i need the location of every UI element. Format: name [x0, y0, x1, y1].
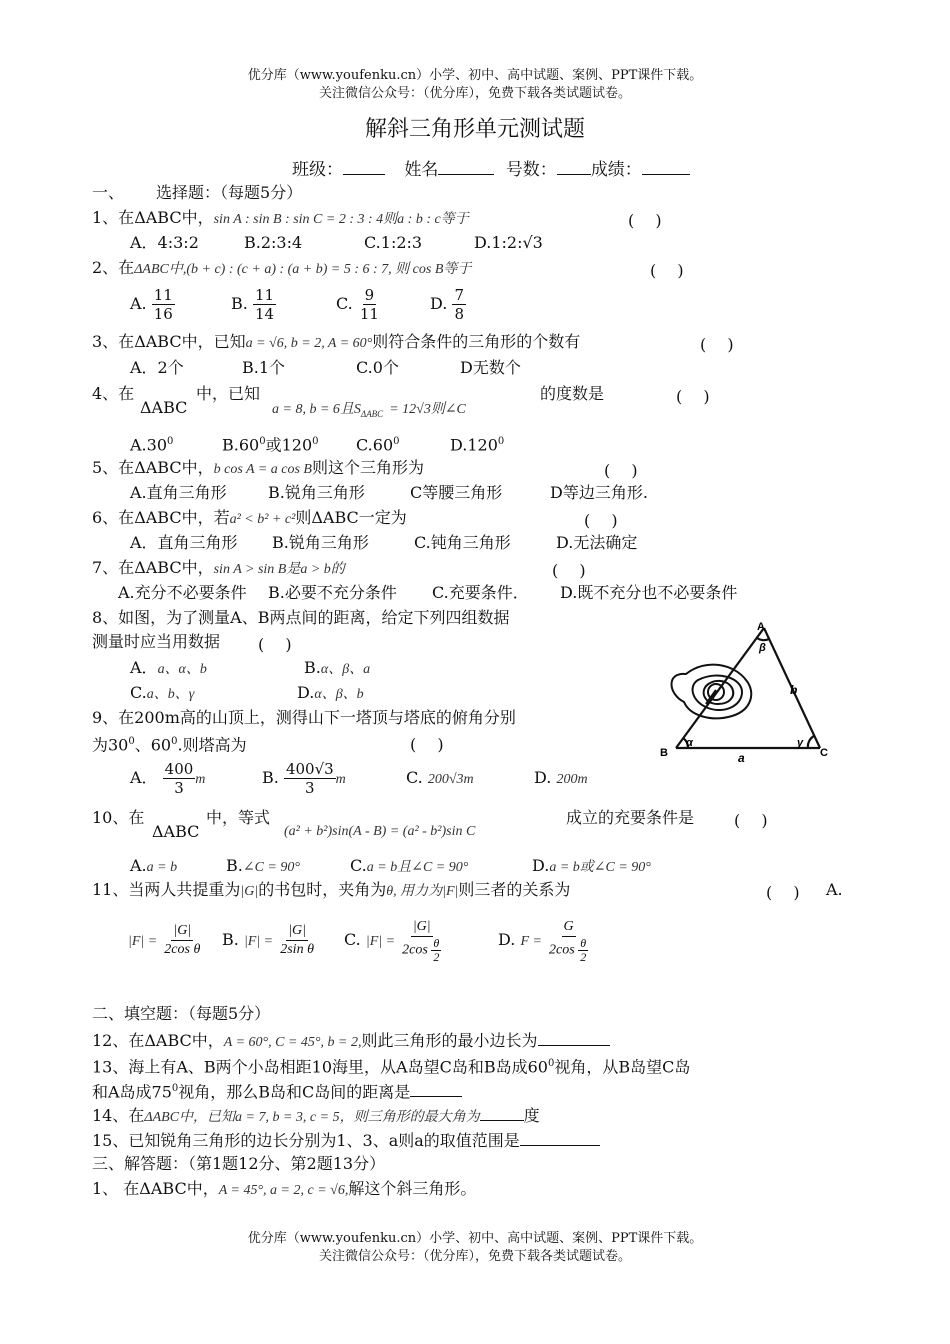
figure-label-side-b: b — [790, 683, 798, 697]
q11-d-denominator: 2cos — [549, 942, 575, 958]
name-blank[interactable] — [438, 158, 494, 175]
q6-option-c[interactable]: C.钝角三角形 — [414, 533, 511, 552]
q9-option-a-label: A． — [130, 768, 158, 787]
q2-d-denominator: 8 — [454, 305, 464, 323]
q9-option-d-expr: 200m — [556, 772, 588, 787]
q13-text-1b: 视角，从B岛望C岛 — [554, 1057, 691, 1077]
section-2-heading: 二、填空题：（每题5分） — [92, 1004, 271, 1023]
q7-num: 7、在 — [92, 558, 135, 577]
q11-d-two: 2 — [580, 949, 587, 964]
q11-c-numerator: |G| — [411, 918, 433, 937]
q12-stem — [92, 1029, 610, 1053]
section-3-heading: 三、解答题：（第1题12分、第2题13分） — [92, 1154, 386, 1173]
q9-option-b-label: B. — [262, 768, 279, 787]
q2-stem — [92, 258, 471, 280]
q6-triangle-2: ΔABC — [311, 508, 359, 527]
q1-mid: 中， — [181, 208, 214, 227]
q13-text-2b: 视角，那么B岛和C岛间的距离是 — [178, 1082, 411, 1102]
q10-option-d-expr: a = b或∠C = 90° — [549, 860, 651, 875]
q9-stem-2 — [92, 732, 247, 755]
q11-num: 11、当两人共提重为 — [92, 880, 241, 899]
q14-tail: 度 — [523, 1106, 540, 1125]
q2-option-d[interactable] — [430, 284, 466, 324]
q2-d-numerator: 7 — [454, 286, 464, 304]
q5-triangle: ΔABC — [134, 458, 182, 477]
q11-option-b-label: B. — [222, 930, 239, 949]
q4-option-b-or: 或120 — [265, 435, 313, 455]
q9-a-numerator: 400 — [164, 760, 194, 778]
q8-answer-paren[interactable]: ( ) — [258, 635, 292, 654]
q6-tail-2: 一定为 — [358, 508, 407, 527]
q7-option-c[interactable]: C.充要条件． — [432, 583, 529, 602]
q11-option-c-label: C. — [344, 930, 361, 949]
q2-option-b[interactable] — [231, 284, 276, 324]
q6-option-a[interactable]: A．直角三角形 — [130, 533, 238, 552]
q11-option-a-label[interactable]: A. — [826, 880, 843, 899]
q10-option-d-label: D. — [532, 856, 550, 875]
q3-num: 3、在 — [92, 332, 135, 351]
q4-stem-start: 4、在 — [92, 384, 135, 403]
q8-stem-1: 8、如图，为了测量A、B两点间的距离，给定下列四组数据 — [92, 608, 510, 627]
q8-option-c[interactable] — [130, 683, 194, 705]
angle-beta-arc — [757, 638, 769, 640]
q11-a-lhs: |F| = — [128, 934, 158, 949]
q4-b-degree-2: 0 — [312, 436, 319, 447]
q13-text-2a: 和A岛成75 — [92, 1082, 172, 1102]
q9-degree-1: 0 — [128, 736, 135, 747]
q9-b-denominator: 3 — [305, 779, 315, 797]
q2-option-b-label: B. — [231, 294, 248, 313]
q15-text: 15、已知锐角三角形的边长分别为1、3、a则a的取值范围是 — [92, 1131, 520, 1150]
p1-expression: A = 45°, a = 2, c = √6, — [218, 1183, 349, 1198]
q5-tail: 则这个三角形为 — [311, 458, 424, 477]
q8-option-b-expr: α、β、a — [320, 662, 371, 677]
q14-num: 14、在 — [92, 1106, 145, 1125]
q11-theta: θ, 用力为 — [386, 884, 443, 899]
q8-option-c-expr: a、b、γ — [146, 687, 195, 702]
q3-answer-paren[interactable]: ( ) — [700, 335, 734, 354]
q9-text-c: .则塔高为 — [177, 735, 247, 755]
number-label: 号数： — [505, 160, 557, 180]
q4-option-d-text: D.120 — [450, 435, 498, 455]
q2-answer-paren[interactable]: ( ) — [650, 261, 684, 280]
p1-triangle: ΔABC — [139, 1179, 187, 1198]
q11-option-b[interactable] — [222, 918, 316, 964]
q5-num: 5、在 — [92, 458, 135, 477]
q1-option-d[interactable]: D.1:2:√3 — [474, 233, 543, 252]
q10-option-a-label: A. — [130, 856, 147, 875]
q11-b-denominator: 2sin θ — [280, 942, 314, 957]
figure-label-a: A — [757, 621, 765, 633]
q11-a-numerator: |G| — [171, 922, 193, 941]
q9-option-c-label: C. — [406, 768, 423, 787]
q6-stem — [92, 508, 407, 530]
q11-option-a[interactable] — [128, 918, 202, 964]
q4-c-degree: 0 — [393, 436, 400, 447]
q1-num: 1、在 — [92, 208, 135, 227]
q8-option-d[interactable] — [297, 683, 364, 705]
q14-expression: ΔABC中，已知a = 7, b = 3, c = 5，则三角形的最大角为 — [144, 1110, 480, 1125]
q12-tail: 则此三角形的最小边长为 — [361, 1031, 538, 1050]
q10-tail: 成立的充要条件是 — [566, 808, 695, 827]
q9-option-d-label: D. — [534, 768, 552, 787]
p1-num: 1、 在 — [92, 1179, 140, 1198]
q2-b-denominator: 14 — [254, 305, 275, 323]
q7-expression: sin A > sin B是a > b的 — [213, 562, 345, 577]
q9-option-a[interactable] — [130, 758, 205, 800]
p1-tail: 解这个斜三角形。 — [348, 1179, 477, 1198]
q11-mid: 的书包时，夹角为 — [258, 880, 387, 899]
class-label: 班级： — [292, 160, 343, 180]
q6-expression: a² < b² + c² — [229, 512, 296, 527]
q12-mid: 中， — [191, 1031, 224, 1050]
q11-option-c[interactable] — [344, 912, 443, 970]
q7-triangle: ΔABC — [134, 558, 182, 577]
q7-option-b[interactable]: B.必要不充分条件 — [268, 583, 397, 602]
q2-option-a[interactable] — [130, 284, 175, 324]
name-label: 姓名 — [404, 160, 439, 180]
q7-answer-paren[interactable]: ( ) — [552, 561, 586, 580]
q8-option-a-expr: a、α、b — [157, 662, 207, 677]
p1-mid: 中， — [186, 1179, 219, 1198]
q8-option-b-label: B. — [304, 658, 321, 677]
q13-text-1a: 13、海上有A、B两个小岛相距10海里，从A岛望C岛和B岛成60 — [92, 1057, 548, 1077]
angle-gamma-arc — [808, 736, 814, 748]
triangle-abc — [676, 628, 820, 748]
q2-a-numerator: 11 — [153, 286, 173, 304]
figure-label-gamma: γ — [797, 737, 804, 749]
q3-mid: 中，已知 — [181, 332, 246, 351]
q11-d-numerator: G — [562, 918, 576, 937]
q5-answer-paren[interactable]: ( ) — [604, 461, 638, 480]
q8-option-d-expr: α、β、b — [314, 687, 364, 702]
q8-figure — [656, 616, 846, 766]
q4-triangle: ΔABC — [140, 398, 188, 417]
header-line-1: 优分库（www.youfenku.cn）小学、初中、高中试题、案例、PPT课件下载。 — [247, 68, 703, 83]
q6-answer-paren[interactable]: ( ) — [584, 511, 618, 530]
q9-text-a: 为30 — [92, 735, 129, 755]
q11-c-theta: θ — [433, 935, 440, 950]
q1-stem — [92, 208, 469, 230]
q7-mid: 中， — [181, 558, 214, 577]
q4-mid: 中，已知 — [196, 384, 261, 403]
q4-option-b[interactable] — [222, 432, 319, 455]
q9-b-unit: m — [335, 772, 346, 787]
q8-option-d-label: D. — [297, 683, 315, 702]
q2-c-denominator: 11 — [359, 305, 379, 323]
q5-option-d[interactable]: D等边三角形. — [550, 483, 648, 502]
q6-option-d[interactable]: D.无法确定 — [556, 533, 638, 552]
q5-option-a[interactable]: A.直角三角形 — [130, 483, 227, 502]
q2-b-numerator: 11 — [254, 286, 275, 304]
section-1-heading — [92, 183, 302, 203]
q10-option-c[interactable] — [350, 856, 468, 878]
figure-label-alpha: α — [686, 737, 693, 749]
q13-line-1 — [92, 1054, 690, 1077]
q1-expression: sin A : sin B : sin C = 2 : 3 : 4则a : b : c等于 — [213, 212, 469, 227]
q8-option-a[interactable] — [130, 658, 207, 680]
q4-option-a[interactable] — [130, 432, 173, 455]
q15-answer-blank[interactable] — [520, 1129, 600, 1146]
q2-a-denominator: 16 — [153, 305, 173, 323]
q9-text-b: 、60 — [134, 735, 172, 755]
number-blank[interactable] — [557, 158, 591, 175]
q2-c-numerator: 9 — [364, 286, 375, 304]
q11-g: |G| — [240, 884, 259, 899]
q1-option-b[interactable]: B.2:3:4 — [244, 233, 303, 252]
q10-mid: 中，等式 — [206, 808, 271, 827]
q11-b-lhs: |F| = — [243, 934, 274, 949]
q10-stem-start: 10、在 — [92, 808, 145, 827]
q11-tail: 则三者的关系为 — [458, 880, 571, 899]
q11-b-numerator: |G| — [286, 922, 308, 941]
q13-degree-1: 0 — [547, 1058, 555, 1069]
score-blank[interactable] — [642, 158, 690, 175]
figure-label-side-a: a — [738, 751, 745, 765]
q7-stem — [92, 558, 345, 580]
q11-d-lhs: F = — [520, 934, 542, 949]
q7-option-d[interactable]: D.既不充分也不必要条件 — [560, 583, 738, 602]
q10-answer-paren[interactable]: ( ) — [734, 811, 768, 830]
q9-option-b[interactable] — [262, 758, 346, 800]
q4-expr: a = 8, b = 6且S — [272, 402, 361, 417]
q2-option-c-label: C. — [336, 294, 353, 313]
q7-option-a[interactable]: A.充分不必要条件 — [118, 583, 247, 602]
q10-option-a-expr: a = b — [146, 860, 178, 875]
problem-1-stem — [92, 1179, 476, 1201]
q9-option-c[interactable] — [406, 768, 474, 790]
q9-stem-1: 9、在200m高的山顶上，测得山下一塔顶与塔底的俯角分别 — [92, 708, 516, 727]
q11-stem — [92, 880, 570, 902]
q10-option-c-label: C. — [350, 856, 367, 875]
contour-lines — [672, 665, 752, 719]
q11-d-theta: θ — [580, 935, 587, 950]
q11-answer-paren[interactable]: ( ) — [766, 883, 800, 902]
q3-stem — [92, 332, 580, 354]
q12-triangle: ΔABC — [144, 1031, 192, 1050]
q10-expression: (a² + b²)sin(A - B) = (a² - b²)sin C — [284, 824, 476, 839]
q4-expression — [272, 398, 466, 424]
q10-triangle: ΔABC — [152, 822, 200, 841]
q2-option-a-label: A. — [130, 294, 147, 313]
footer-line-2: 关注微信公众号：（优分库），免费下载各类试题试卷。 — [318, 1249, 631, 1264]
q8-option-a-label: A． — [130, 658, 158, 677]
q9-option-c-expr: 200√3m — [427, 772, 474, 787]
q11-option-d-label: D. — [498, 930, 516, 949]
q14-answer-blank[interactable] — [480, 1104, 524, 1121]
q6-tail: 则 — [295, 508, 312, 527]
q6-mid: 中，若 — [181, 508, 230, 527]
q12-answer-blank[interactable] — [538, 1029, 610, 1046]
q13-degree-2: 0 — [171, 1083, 179, 1094]
section-1-num: 一、 — [92, 183, 125, 202]
q4-b-degree: 0 — [259, 436, 266, 447]
q10-option-b-expr: ∠C = 90° — [242, 860, 300, 875]
q8-option-c-label: C. — [130, 683, 147, 702]
q9-option-d[interactable] — [534, 768, 588, 790]
section-1-text: 选择题：（每题5分） — [156, 183, 303, 202]
q1-option-c[interactable]: C.1:2:3 — [364, 233, 423, 252]
q4-option-d[interactable] — [450, 432, 504, 455]
q4-answer-paren[interactable]: ( ) — [676, 387, 710, 406]
class-blank[interactable] — [343, 158, 385, 175]
q12-num: 12、在 — [92, 1031, 145, 1050]
score-label: 成绩： — [590, 160, 642, 180]
q1-answer-paren[interactable]: ( ) — [628, 211, 662, 230]
q9-b-numerator: 400√3 — [285, 760, 334, 778]
q11-option-d[interactable] — [498, 912, 590, 970]
q2-num: 2、在 — [92, 258, 135, 277]
q1-option-a[interactable]: A．4:3:2 — [130, 233, 199, 252]
q3-option-c[interactable]: C.0个 — [356, 358, 399, 377]
q3-option-a[interactable]: A．2个 — [130, 358, 184, 377]
header-line-2: 关注微信公众号：（优分库），免费下载各类试题试卷。 — [318, 86, 631, 101]
q4-option-c-text: C.60 — [356, 435, 394, 455]
q5-stem — [92, 458, 424, 480]
q6-option-b[interactable]: B.锐角三角形 — [272, 533, 369, 552]
figure-label-c: C — [820, 747, 828, 759]
q9-answer-paren[interactable]: ( ) — [410, 735, 444, 754]
footer-line-1: 优分库（www.youfenku.cn）小学、初中、高中试题、案例、PPT课件下载。 — [247, 1231, 703, 1246]
q4-expr2: = 12√3则∠C — [389, 402, 466, 417]
q13-line-2 — [92, 1079, 462, 1102]
q11-a-denominator: 2cos θ — [164, 942, 201, 957]
q10-option-a[interactable] — [130, 856, 177, 878]
figure-label-b: B — [660, 747, 668, 759]
q5-option-b[interactable]: B.锐角三角形 — [268, 483, 365, 502]
q6-triangle: ΔABC — [134, 508, 182, 527]
q3-option-b[interactable]: B.1个 — [242, 358, 286, 377]
q3-option-d[interactable]: D无数个 — [460, 358, 521, 377]
q4-a-degree: 0 — [167, 436, 174, 447]
q10-option-b-label: B. — [226, 856, 243, 875]
q8-option-b[interactable] — [304, 658, 370, 680]
q10-option-d[interactable] — [532, 856, 651, 878]
q11-c-two: 2 — [433, 949, 440, 964]
q11-c-lhs: |F| = — [365, 934, 396, 949]
q4-tail: 的度数是 — [540, 384, 605, 403]
page-title: 解斜三角形单元测试题 — [364, 117, 585, 142]
q10-option-c-expr: a = b且∠C = 90° — [366, 860, 469, 875]
q4-subscript: ΔABC — [360, 409, 384, 420]
q3-triangle: ΔABC — [134, 332, 182, 351]
q2-option-d-label: D. — [430, 294, 448, 313]
q3-tail: 则符合条件的三角形的个数有 — [372, 332, 581, 351]
q1-triangle: ΔABC — [134, 208, 182, 227]
q3-expression: a = √6, b = 2, A = 60° — [245, 336, 373, 351]
figure-label-beta: β — [759, 642, 766, 654]
q12-expression: A = 60°, C = 45°, b = 2, — [223, 1035, 362, 1050]
q11-c-denominator: 2cos — [402, 942, 428, 958]
q2-option-c[interactable] — [336, 284, 381, 324]
q4-option-b-text: B.60 — [222, 435, 260, 455]
q9-a-unit: m — [195, 772, 206, 787]
info-line — [292, 158, 690, 180]
q15-stem — [92, 1129, 600, 1151]
q9-a-denominator: 3 — [174, 779, 184, 797]
q11-f: |F| — [442, 884, 459, 899]
q6-num: 6、在 — [92, 508, 135, 527]
q4-option-c[interactable] — [356, 432, 400, 455]
q5-option-c[interactable]: C等腰三角形 — [410, 483, 503, 502]
q10-option-b[interactable] — [226, 856, 300, 878]
q8-stem-2: 测量时应当用数据 — [92, 632, 221, 651]
q13-answer-blank[interactable] — [410, 1080, 462, 1097]
q5-expression: b cos A = a cos B — [213, 462, 312, 477]
q2-expression: ΔABC中,(b + c) : (c + a) : (a + b) = 5 : 6 : 7, 则 cos B等于 — [134, 262, 472, 277]
q4-option-a-text: A.30 — [130, 435, 167, 455]
q9-degree-2: 0 — [171, 736, 178, 747]
q14-stem — [92, 1104, 540, 1128]
contour-outer — [672, 665, 752, 719]
q4-d-degree: 0 — [497, 436, 505, 447]
q5-mid: 中， — [181, 458, 214, 477]
